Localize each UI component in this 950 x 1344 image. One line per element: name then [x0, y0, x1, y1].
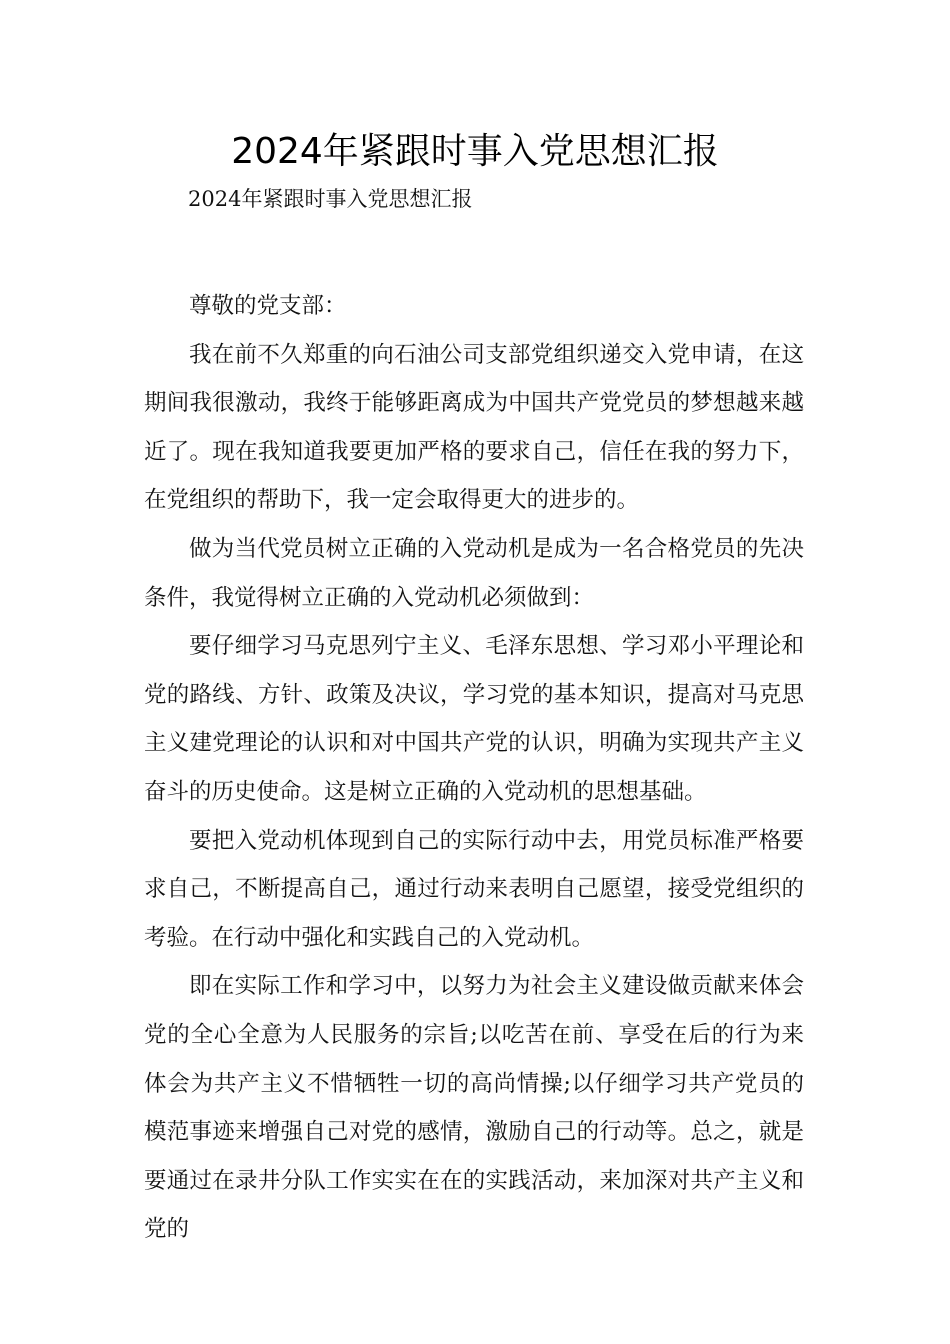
paragraph: 要仔细学习马克思列宁主义、毛泽东思想、学习邓小平理论和党的路线、方针、政策及决议，学习党的基本知识，提高对马克思主义建党理论的认识和对中国共产党的认识，明确为实现共产主义奋斗的历史使命。这是树立正确的入党动机的思想基础。	[144, 633, 804, 805]
document-body	[144, 282, 804, 1254]
paragraph: 要把入党动机体现到自己的实际行动中去，用党员标准严格要求自己，不断提高自己，通过行动来表明自己愿望，接受党组织的考验。在行动中强化和实践自己的入党动机。	[144, 827, 804, 951]
paragraph: 做为当代党员树立正确的入党动机是成为一名合格党员的先决条件，我觉得树立正确的入党动机必须做到：	[144, 535, 804, 611]
document-subtitle: 2024年紧跟时事入党思想汇报	[188, 187, 473, 211]
paragraph: 我在前不久郑重的向石油公司支部党组织递交入党申请，在这期间我很激动，我终于能够距离成为中国共产党党员的梦想越来越近了。现在我知道我要更加严格的要求自己，信任在我的努力下，在党组织的帮助下，我一定会取得更大的进步的。	[144, 341, 804, 514]
salutation: 尊敬的党支部：	[189, 293, 347, 319]
document-title: 2024年紧跟时事入党思想汇报	[231, 131, 719, 172]
paragraph: 即在实际工作和学习中，以努力为社会主义建设做贡献来体会党的全心全意为人民服务的宗旨;以吃苦在前、享受在后的行为来体会为共产主义不惜牺牲一切的高尚情操;以仔细学习共产党员的模范事迹来增强自己对党的感情，激励自己的行动等。总之，就是要通过在录井分队工作实实在在的实践活动，来加深对共产主义和党的	[144, 973, 804, 1243]
